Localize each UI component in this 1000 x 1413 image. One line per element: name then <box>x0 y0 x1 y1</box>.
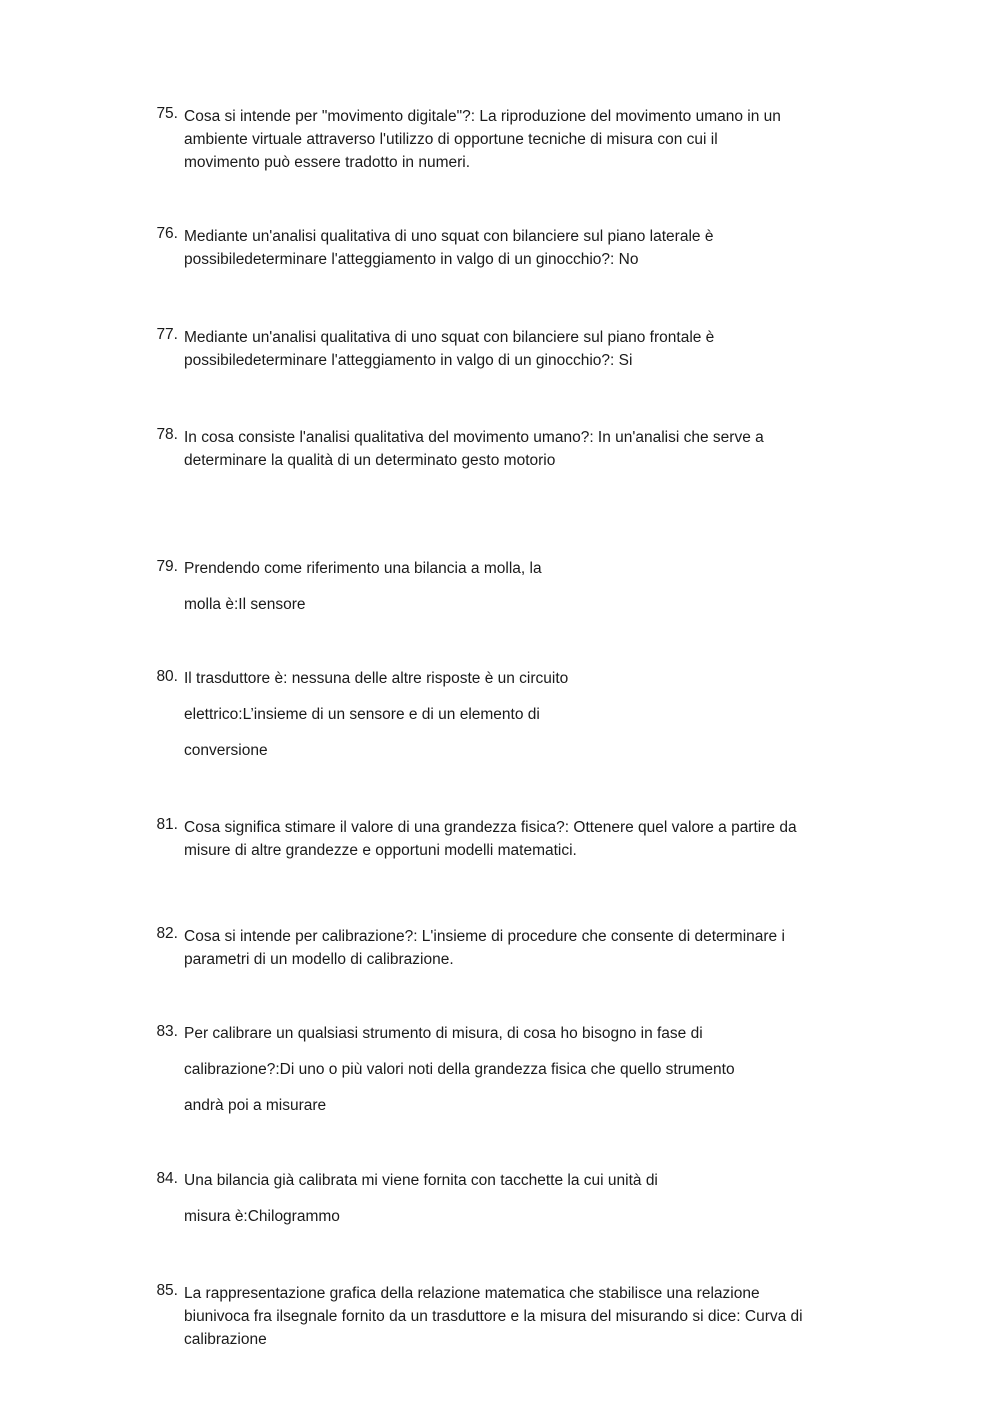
list-item <box>150 326 840 372</box>
item-text-line: Una bilancia già calibrata mi viene fornita con tacchette la cui unità di <box>184 1172 658 1189</box>
item-number: 83. <box>156 1023 178 1040</box>
item-text-line: calibrazione?:Di uno o più valori noti della grandezza fisica che quello strumento <box>184 1061 735 1078</box>
item-text-line: molla è:Il sensore <box>184 596 306 613</box>
item-text-line: In cosa consiste l'analisi qualitativa del movimento umano?: In un'analisi che serve a <box>184 429 764 446</box>
item-text-line: determinare la qualità di un determinato gesto motorio <box>184 452 556 469</box>
item-text-line: misure di altre grandezze e opportuni modelli matematici. <box>184 842 577 859</box>
item-text-line: elettrico:L’insieme di un sensore e di un elemento di <box>184 706 540 723</box>
list-item <box>150 1163 840 1235</box>
item-text-line: calibrazione <box>184 1331 267 1348</box>
item-text-line: Cosa significa stimare il valore di una grandezza fisica?: Ottenere quel valore a partire da <box>184 819 797 836</box>
item-text-line: biunivoca fra ilsegnale fornito da un trasduttore e la misura del misurando si dice: Curva di <box>184 1308 803 1325</box>
list-item <box>150 426 840 472</box>
item-text-line: Prendendo come riferimento una bilancia a molla, la <box>184 560 542 577</box>
item-text-line: Mediante un'analisi qualitativa di uno squat con bilanciere sul piano frontale è <box>184 329 715 346</box>
item-text-line: La rappresentazione grafica della relazione matematica che stabilisce una relazione <box>184 1285 760 1302</box>
item-text-line: parametri di un modello di calibrazione. <box>184 951 454 968</box>
item-text-line: Per calibrare un qualsiasi strumento di misura, di cosa ho bisogno in fase di <box>184 1025 703 1042</box>
item-text-line: Cosa si intende per calibrazione?: L'insieme di procedure che consente di determinare i <box>184 928 785 945</box>
item-number: 76. <box>156 225 178 242</box>
list-item <box>150 551 840 623</box>
list-item <box>150 1282 840 1351</box>
list-item <box>150 105 840 174</box>
item-number: 85. <box>156 1282 178 1299</box>
list-item <box>150 1016 840 1124</box>
item-text-line: ambiente virtuale attraverso l'utilizzo di opportune tecniche di misura con cui il <box>184 131 718 148</box>
item-text-line: Mediante un'analisi qualitativa di uno squat con bilanciere sul piano laterale è <box>184 228 714 245</box>
list-item <box>150 925 840 971</box>
item-number: 84. <box>156 1170 178 1187</box>
list-item <box>150 225 840 271</box>
item-text-line: conversione <box>184 742 268 759</box>
item-text-line: Cosa si intende per "movimento digitale"?: La riproduzione del movimento umano in un <box>184 108 781 125</box>
item-number: 81. <box>156 816 178 833</box>
item-text-line: possibiledeterminare l'atteggiamento in valgo di un ginocchio?: No <box>184 251 639 268</box>
item-number: 79. <box>156 558 178 575</box>
item-text-line: andrà poi a misurare <box>184 1097 327 1114</box>
item-number: 82. <box>156 925 178 942</box>
item-number: 78. <box>156 426 178 443</box>
item-text-line: Il trasduttore è: nessuna delle altre risposte è un circuito <box>184 670 569 687</box>
item-text-line: misura è:Chilogrammo <box>184 1208 340 1225</box>
item-number: 75. <box>156 105 178 122</box>
item-text-line: possibiledeterminare l'atteggiamento in valgo di un ginocchio?: Si <box>184 352 633 369</box>
item-number: 77. <box>156 326 178 343</box>
item-text-line: movimento può essere tradotto in numeri. <box>184 154 471 171</box>
list-item <box>150 661 840 769</box>
item-number: 80. <box>156 668 178 685</box>
list-item <box>150 816 840 862</box>
